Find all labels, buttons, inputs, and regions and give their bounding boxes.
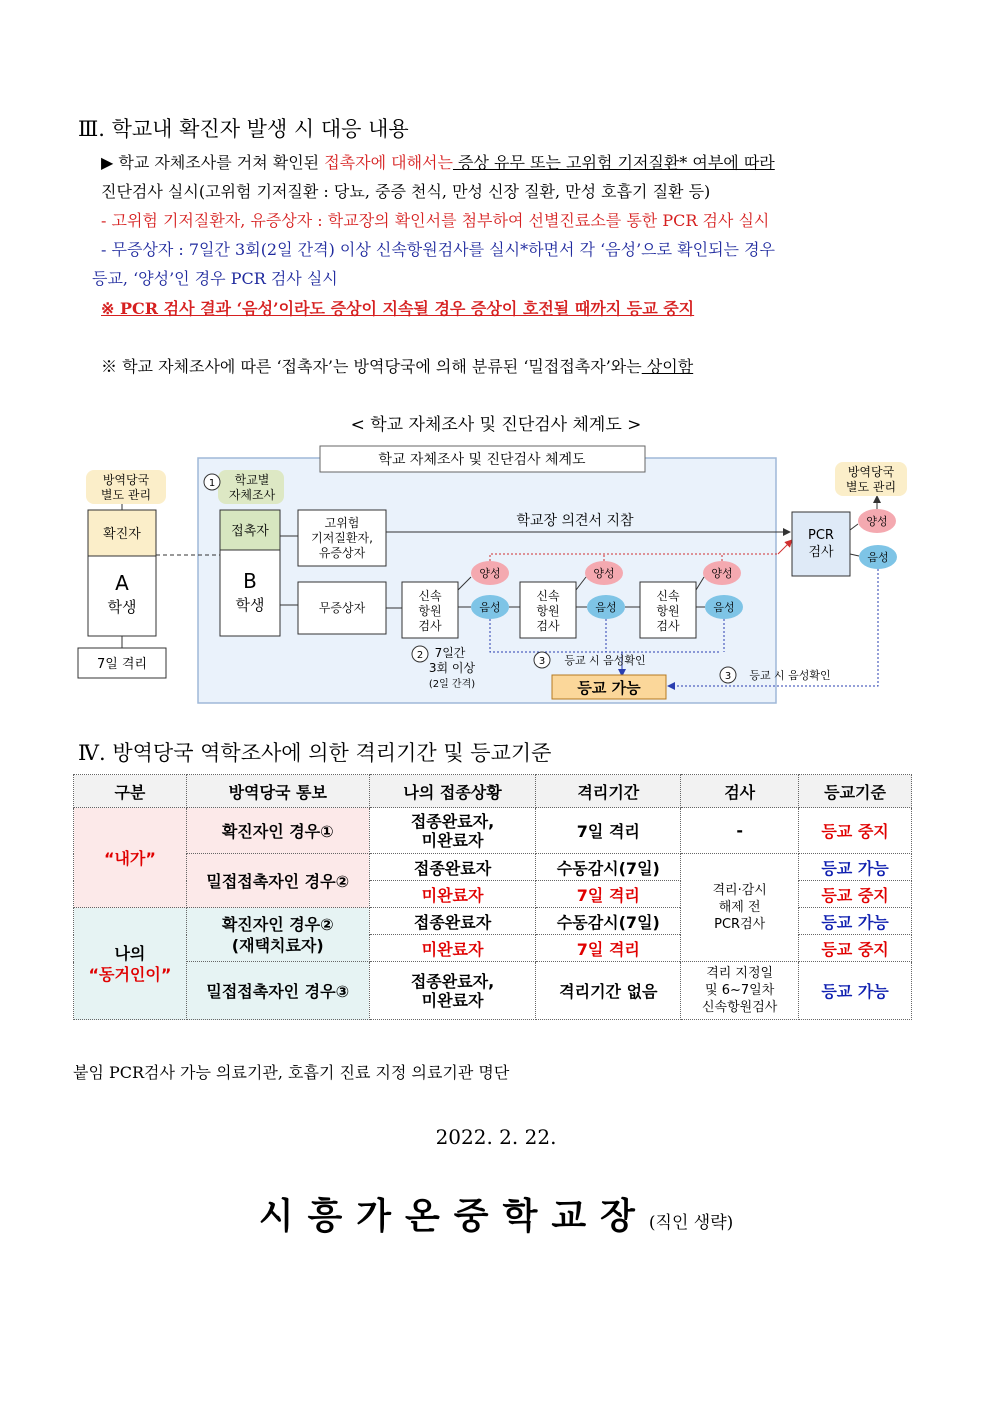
table-header-row (74, 775, 912, 808)
flow-diagram (0, 440, 992, 710)
highrisk-text1: 고위험 (324, 516, 360, 530)
table-row (74, 808, 912, 854)
step1-text1: 학교별 (234, 473, 270, 487)
section3-note: ※ 학교 자체조사에 따른 ‘접촉자’는 방역당국에 의해 분류된 ‘밀접접촉자’와는 상이함 (101, 357, 694, 376)
principal-note: 학교장 의견서 지참 (516, 513, 634, 529)
diagram-caption: < 학교 자체조사 및 진단검사 체계도 > (350, 415, 642, 435)
step2-text3: (2일 간격) (428, 679, 476, 690)
test-none: - (681, 808, 799, 854)
left-authority-text1: 방역당국 (102, 473, 150, 487)
step3-text-2: 등교 시 음성확인 (749, 669, 831, 682)
notice-confirmed-2: 확진자인 경우② (재택치료자) (186, 908, 369, 962)
rat2-text2: 항원 (536, 604, 560, 618)
section3-line5: 등교, ‘양성’인 경우 PCR 검사 실시 (92, 269, 338, 288)
pcr-positive-text: 양성 (866, 515, 888, 528)
test-rat-days: 격리 지정일 및 6~7일차 신속항원검사 (681, 962, 799, 1020)
diagram-box-title: 학교 자체조사 및 진단검사 체계도 (378, 452, 586, 468)
rat1-text1: 신속 (418, 589, 442, 603)
section3-title: Ⅲ. 학교내 확진자 발생 시 대응 내용 (78, 117, 409, 141)
vac-complete-1: 접종완료자 (369, 854, 536, 881)
positive-text-2: 양성 (593, 567, 615, 580)
standard-stop-3: 등교 중지 (799, 935, 912, 962)
document-date: 2022. 2. 22. (435, 1125, 557, 1149)
pcr-text1: PCR (808, 528, 834, 543)
negative-text-1: 음성 (479, 601, 501, 614)
vac-both-2: 접종완료자, 미완료자 (369, 962, 536, 1020)
section3-line2: 진단검사 실시(고위험 기저질환 : 당뇨, 중증 천식, 만성 신장 질환, 만성 호흡기 질환 등) (101, 182, 711, 201)
period-passive-1: 수동감시(7일) (536, 854, 681, 881)
signature: 시흥가온중학교장(직인 생략) (258, 1195, 734, 1237)
vac-incomplete-1: 미완료자 (369, 881, 536, 908)
section3-line3: - 고위험 기저질환자, 유증상자 : 학교장의 확인서를 첨부하여 선별진료소를 통한 PCR 검사 실시 (101, 211, 770, 230)
period-7day-1: 7일 격리 (536, 808, 681, 854)
confirmed-text: 확진자 (103, 527, 141, 542)
student-a-box (88, 556, 156, 636)
section4-title: Ⅳ. 방역당국 역학조사에 의한 격리기간 및 등교기준 (78, 741, 552, 765)
positive-text-1: 양성 (479, 567, 501, 580)
student-a-letter: A (115, 571, 129, 595)
step1-number: 1 (208, 478, 216, 489)
rat3-text2: 항원 (656, 604, 680, 618)
positive-text-3: 양성 (711, 567, 733, 580)
header-vaccination: 나의 접종상황 (369, 775, 536, 808)
isolation-text: 7일 격리 (96, 657, 148, 672)
right-authority-text1: 방역당국 (847, 465, 895, 479)
student-a-label: 학생 (107, 598, 137, 616)
vac-both-1: 접종완료자, 미완료자 (369, 808, 536, 854)
step3-number-1: 3 (538, 656, 546, 667)
student-b-box (220, 550, 280, 636)
rat2-text1: 신속 (536, 589, 560, 603)
header-standard: 등교기준 (799, 775, 912, 808)
period-passive-2: 수동감시(7일) (536, 908, 681, 935)
section3-warning: ※ PCR 검사 결과 ‘음성’이라도 증상이 지속될 경우 증상이 호전될 때까지 등교 중지 (101, 299, 695, 318)
section3-line1: ▶ 학교 자체조사를 거쳐 확인된 접촉자에 대해서는 증상 유무 또는 고위험 기저질환* 여부에 따라 (101, 153, 775, 172)
rat3-text3: 검사 (656, 619, 680, 633)
table-row (74, 962, 912, 1020)
step3-text-1: 등교 시 음성확인 (564, 654, 646, 667)
negative-text-2: 음성 (595, 601, 617, 614)
highrisk-text2: 기저질환자, (311, 531, 373, 545)
step2-number: 2 (416, 650, 424, 661)
vac-complete-2: 접종완료자 (369, 908, 536, 935)
step2-text2: 3회 이상 (428, 661, 476, 675)
header-test: 검사 (681, 775, 799, 808)
rat2-text3: 검사 (536, 619, 560, 633)
student-b-letter: B (243, 569, 257, 593)
school-ok-text: 등교 가능 (577, 679, 641, 697)
header-category: 구분 (74, 775, 187, 808)
standard-stop-2: 등교 중지 (799, 881, 912, 908)
standard-stop-1: 등교 중지 (799, 808, 912, 854)
step3-number-2: 3 (724, 671, 732, 682)
section3-line4: - 무증상자 : 7일간 3회(2일 간격) 이상 신속항원검사를 실시*하면서 각 ‘음성’으로 확인되는 경우 (101, 240, 775, 259)
vac-incomplete-2: 미완료자 (369, 935, 536, 962)
right-authority-text2: 별도 관리 (845, 480, 897, 494)
period-7day-3: 7일 격리 (536, 935, 681, 962)
rat1-text3: 검사 (418, 619, 442, 633)
student-b-label: 학생 (235, 596, 265, 614)
pcr-text2: 검사 (808, 545, 834, 560)
pcr-negative-text: 음성 (867, 551, 889, 564)
left-authority-text2: 별도 관리 (100, 488, 152, 502)
header-period: 격리기간 (536, 775, 681, 808)
asymptomatic-text: 무증상자 (318, 601, 366, 615)
negative-text-3: 음성 (713, 601, 735, 614)
rat1-text2: 항원 (418, 604, 442, 618)
attachment-line: 붙임 PCR검사 가능 의료기관, 호흡기 진료 지정 의료기관 명단 (73, 1063, 510, 1082)
rat3-text1: 신속 (656, 589, 680, 603)
category-cohabitant: 나의 “동거인이” (74, 908, 187, 1020)
step1-text2: 자체조사 (228, 488, 276, 502)
header-notice: 방역당국 통보 (186, 775, 369, 808)
period-7day-2: 7일 격리 (536, 881, 681, 908)
quarantine-table (73, 774, 912, 1020)
standard-allow-2: 등교 가능 (799, 908, 912, 935)
highrisk-text3: 유증상자 (318, 546, 366, 560)
period-none: 격리기간 없음 (536, 962, 681, 1020)
notice-confirmed-1: 확진자인 경우① (186, 808, 369, 854)
test-pcr-before-release: 격리·감시 해제 전 PCR검사 (681, 854, 799, 962)
contact-text: 접촉자 (231, 524, 269, 539)
category-me: “내가” (74, 808, 187, 908)
standard-allow-1: 등교 가능 (799, 854, 912, 881)
table-row (74, 854, 912, 881)
pcr-box (792, 512, 850, 576)
notice-close-contact-1: 밀접접촉자인 경우② (186, 854, 369, 908)
standard-allow-3: 등교 가능 (799, 962, 912, 1020)
step2-text1: 7일간 (434, 646, 466, 660)
notice-close-contact-2: 밀접접촉자인 경우③ (186, 962, 369, 1020)
